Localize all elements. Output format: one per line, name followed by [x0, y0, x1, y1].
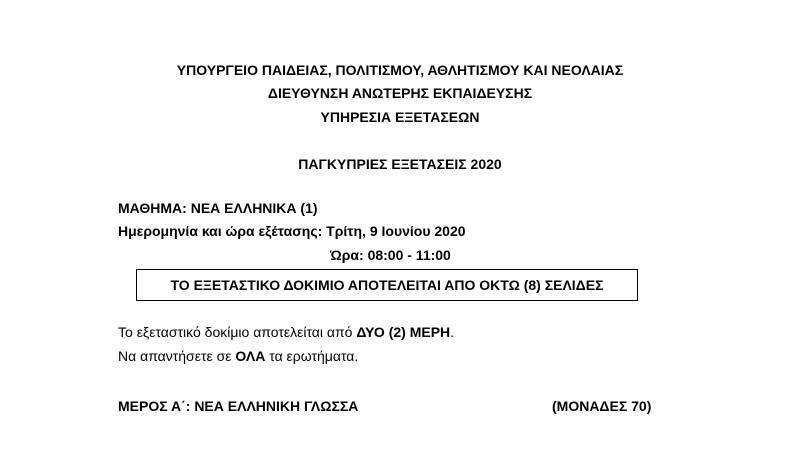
instruction-parts: [118, 323, 454, 341]
subject-label: ΜΑΘΗΜΑ:: [118, 200, 187, 216]
date-value: Τρίτη, 9 Ιουνίου 2020: [326, 223, 466, 239]
subject-line: [118, 199, 318, 217]
time-value: 08:00 - 11:00: [367, 247, 451, 263]
date-line: [118, 222, 466, 240]
service-heading: ΥΠΗΡΕΣΙΑ ΕΞΕΤΑΣΕΩΝ: [320, 109, 480, 125]
instruction-answer-all: [118, 347, 358, 365]
exam-title: ΠΑΓΚΥΠΡΙΕΣ ΕΞΕΤΑΣΕΙΣ 2020: [298, 156, 502, 172]
section-marks: (ΜΟΝΑΔΕΣ 70): [552, 398, 652, 414]
directorate-heading: ΔΙΕΥΘΥΝΣΗ ΑΝΩΤΕΡΗΣ ΕΚΠΑΙΔΕΥΣΗΣ: [267, 85, 533, 101]
instruction-answer-suffix: τα ερωτήματα.: [265, 348, 359, 364]
page-count-notice: [136, 269, 638, 301]
time-label: Ώρα:: [330, 247, 364, 263]
ministry-heading: ΥΠΟΥΡΓΕΙΟ ΠΑΙΔΕΙΑΣ, ΠΟΛΙΤΙΣΜΟΥ, ΑΘΛΗΤΙΣΜΟΥ ΚΑΙ ΝΕΟΛΑΙΑΣ: [176, 62, 624, 78]
instruction-answer-prefix: Να απαντήσετε σε: [118, 348, 236, 364]
date-label: Ημερομηνία και ώρα εξέτασης:: [118, 223, 323, 239]
section-title: ΜΕΡΟΣ Α΄: ΝΕΑ ΕΛΛΗΝΙΚΗ ΓΛΩΣΣΑ: [118, 398, 359, 414]
subject-value: ΝΕΑ ΕΛΛΗΝΙΚΑ (1): [190, 200, 318, 216]
page-count-text: ΤΟ ΕΞΕΤΑΣΤΙΚΟ ΔΟΚΙΜΙΟ ΑΠΟΤΕΛΕΙΤΑΙ ΑΠΟ ΟΚΤΩ (8) ΣΕΛΙΔΕΣ: [170, 277, 604, 293]
instruction-parts-prefix: Το εξεταστικό δοκίμιο αποτελείται από: [118, 324, 357, 340]
time-line: [330, 246, 451, 264]
instruction-parts-suffix: .: [450, 324, 455, 340]
instruction-answer-emphasis: ΟΛΑ: [235, 348, 266, 364]
instruction-parts-emphasis: ΔΥΟ (2) ΜΕΡΗ: [356, 324, 451, 340]
